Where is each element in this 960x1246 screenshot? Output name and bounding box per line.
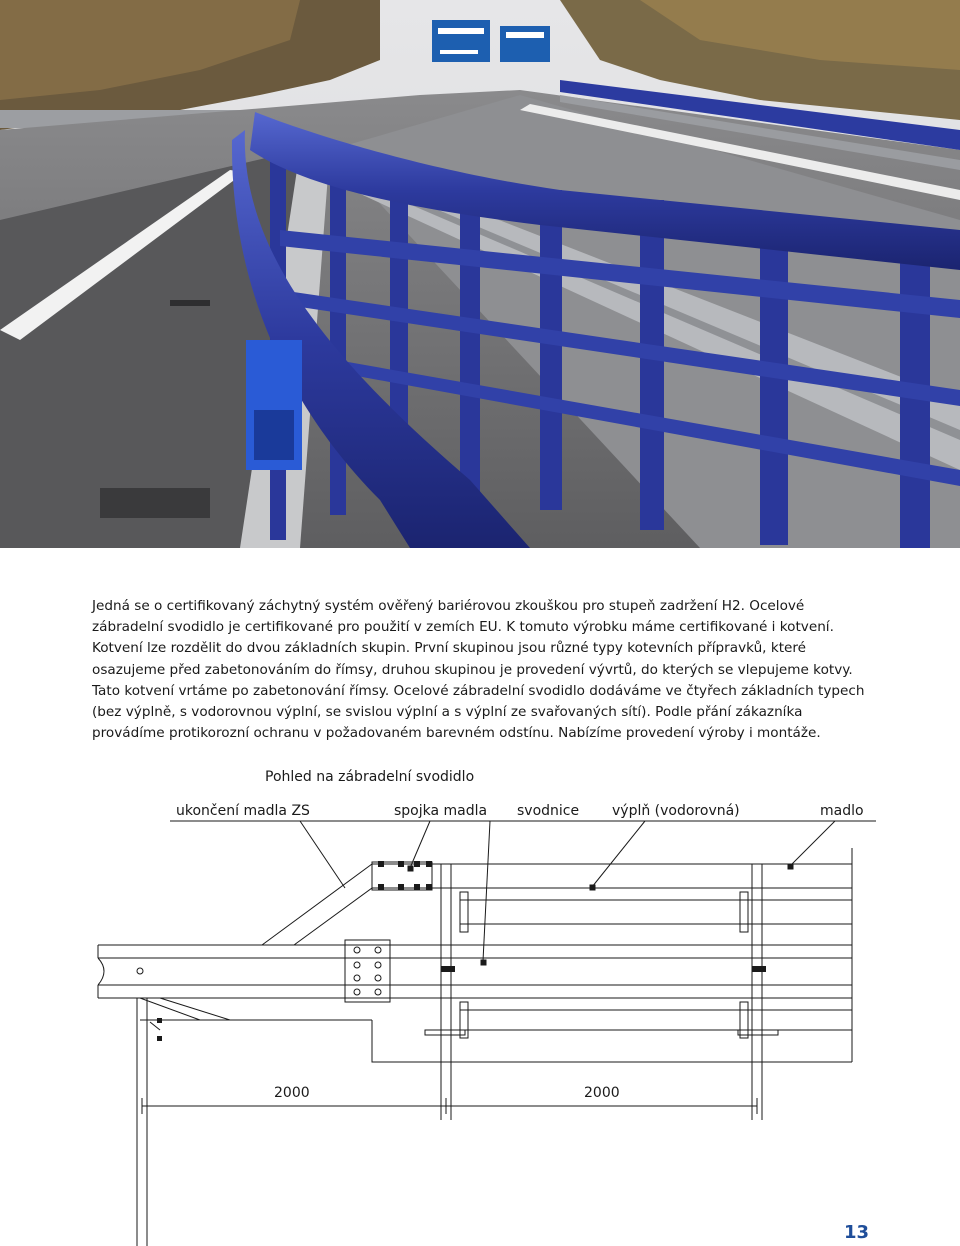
bridge-guardrail-photo [0, 0, 960, 548]
label-infill: výplň (vodorovná) [612, 803, 740, 819]
label-end: ukončení madla ZS [176, 803, 310, 819]
body-paragraph: Jedná se o certifikovaný záchytný systém ověřený bariérovou zkouškou pro stupeň zadržení H2. Ocelové zábradelní svodidlo je certifikované pro použití v zemích EU. K tomuto výrobku máme certifikované i kotvení. Kotvení lze rozdělit do dvou základních skupin. První skupinou jsou různé typy kotevních přípravků, které osazujeme před zabetonováním do římsy, druhou skupinou je provedení vývrtů, do kterých se vlepujeme kotvy. Tato kotvení vrtáme po zabetonování římsy. Ocelové zábradelní svodidlo dodáváme ve čtyřech základních typech (bez výplně, s vodorovnou výplní, se svislou výplní a s výplní ze svařovaných sítí). Podle přání zákazníka provádíme protikorozní ochranu v požadovaném barevném odstínu. Nabízíme provedení výroby i montáže. [92, 598, 865, 742]
dimension-1: 2000 [274, 1085, 310, 1101]
label-guard: svodnice [517, 803, 580, 819]
label-rail: madlo [820, 803, 864, 819]
page-number: 13 [843, 1222, 869, 1243]
label-joint: spojka madla [394, 803, 488, 819]
guardrail-drawing [0, 760, 960, 1246]
dimension-2: 2000 [584, 1085, 620, 1101]
drawing-title: Pohled na zábradelní svodidlo [265, 769, 475, 785]
